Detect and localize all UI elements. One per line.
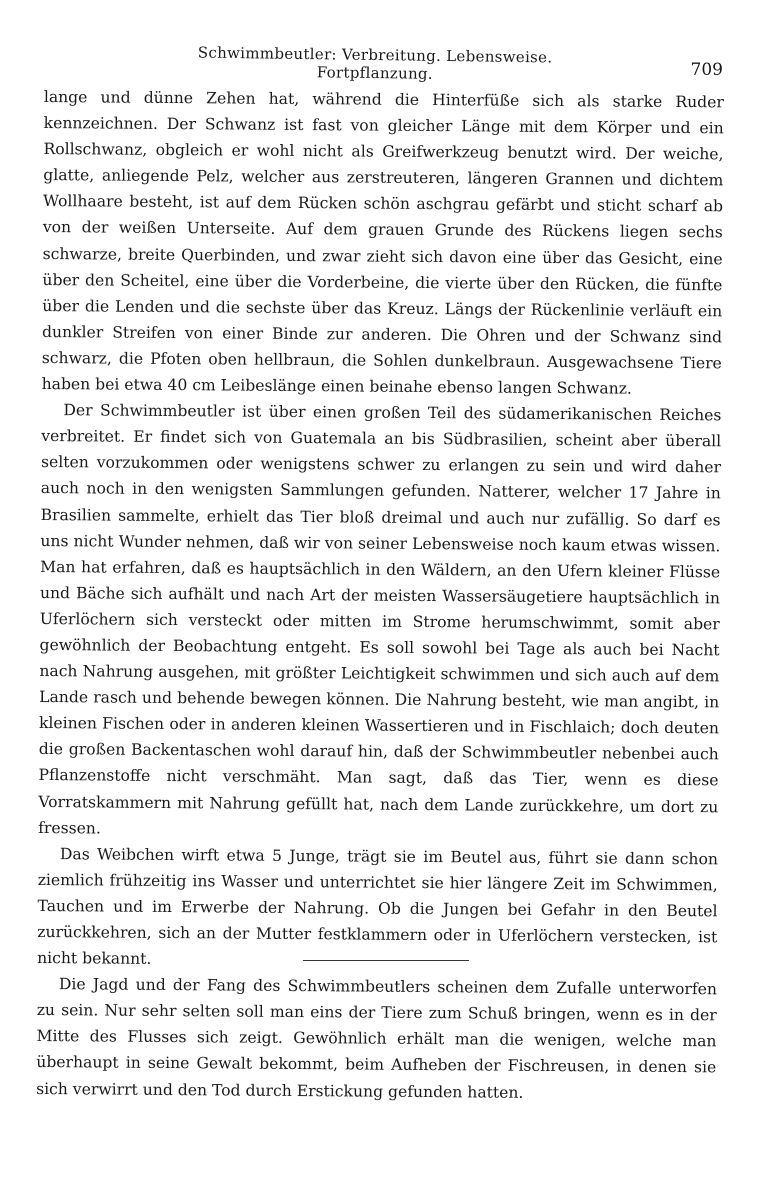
page-number: 709 xyxy=(690,60,723,80)
paragraph-reproduction: Das Weibchen wirft etwa 5 Junge, trägt sie im Beutel aus, führt sie dann schon ziemlich frühzeitig ins Wasser und unterrichtet sie hier längere Zeit im Schwimmen, Tauchen und im Erwerbe der Nahrung. Ob die Jungen bei Gefahr in den Beutel zurückkehren, sich an der Mutter festklammern oder in Uferlöchern verstecken, ist nicht bekannt. xyxy=(37,844,719,968)
paragraph-distribution: Der Schwimmbeutler ist über einen großen Teil des südamerikanischen Reiches verbreitet. Er findet sich von Guatemala an bis Südbrasilien, scheint aber überall selten vorzukommen oder wenigstens schwer zu erlangen zu sein und wird daher auch noch in den wenigsten Sammlungen gefunden. Natterer, welcher 17 Jahre in Brasilien sammelte, erhielt das Tier bloß dreimal und auch nur zufällig. So darf es uns nicht Wunder nehmen, daß wir von seiner Lebensweise noch kaum etwas wissen. Man hat erfahren, daß es hauptsächlich in den Wäldern, an den Ufern kleiner Flüsse und Bäche sich aufhält und nach Art der meisten Wassersäugetiere hauptsächlich in Uferlöchern sich versteckt oder mitten im Strome herumschwimmt, somit aber gewöhnlich der Beobachtung entgeht. Es soll sowohl bei Tage als auch bei Nacht nach Nahrung ausgehen, mit größter Leichtigkeit schwimmen und sich auch auf dem Lande rasch und behende bewegen können. Die Nahrung besteht, wie man angibt, in kleinen Fischen oder in anderen kleinen Wassertieren und in Fischlaich; doch deuten die großen Backentaschen wohl darauf hin, daß der Schwimmbeutler nebenbei auch Pflanzenstoffe nicht verschmäht. Man sagt, daß das Tier, wenn es diese Vorratskammern mit Nahrung gefüllt hat, nach dem Lande zurückkehre, um dort zu fressen. xyxy=(38,401,722,838)
section-end-rule xyxy=(303,960,469,961)
paragraph-continuation: lange und dünne Zehen hat, während die Hinterfüße sich als starke Ruder kennzeichnen. Der Schwanz ist fast von gleicher Länge mit dem Körper und ein Rollschwanz, obgleich er wohl nicht als Greifwerkzeug benutzt wird. Der weiche, glatte, anliegende Pelz, welcher aus zerstreuteren, längeren Grannen und dichtem Wollhaare besteht, ist auf dem Rücken schön aschgrau gefärbt und sticht scharf ab von der weißen Unterseite. Auf dem grauen Grunde des Rückens liegen sechs schwarze, breite Querbinden, und zwar zieht sich davon eine über das Gesicht, eine über den Scheitel, eine über die Vorderbeine, die vierte über den Rücken, die fünfte über die Lenden und die sechste über das Kreuz. Längs der Rückenlinie verläuft ein dunkler Streifen von einer Binde zur anderen. Die Ohren und der Schwanz sind schwarz, die Pfoten oben hellbraun, die Sohlen dunkelbraun. Ausgewachsene Tiere haben bei etwa 40 cm Leibeslänge einen beinahe ebenso langen Schwanz. xyxy=(41,87,724,398)
paragraph-hunting: Die Jagd und der Fang des Schwimmbeutlers scheinen dem Zufalle unterworfen zu sein. Nur sehr selten soll man eins der Tiere zum Schuß bringen, wenn es in der Mitte des Flusses sich zeigt. Gewöhnlich erhält man die wenigen, welche man überhaupt in seine Gewalt bekommt, beim Aufheben der Fischreusen, in denen sie sich verwirrt und den Tod durch Erstickung gefunden hatten. xyxy=(36,975,717,1102)
body-text xyxy=(36,84,724,1107)
running-head: Schwimmbeutler: Verbreitung. Lebensweise. Fortpflanzung. xyxy=(197,43,553,83)
